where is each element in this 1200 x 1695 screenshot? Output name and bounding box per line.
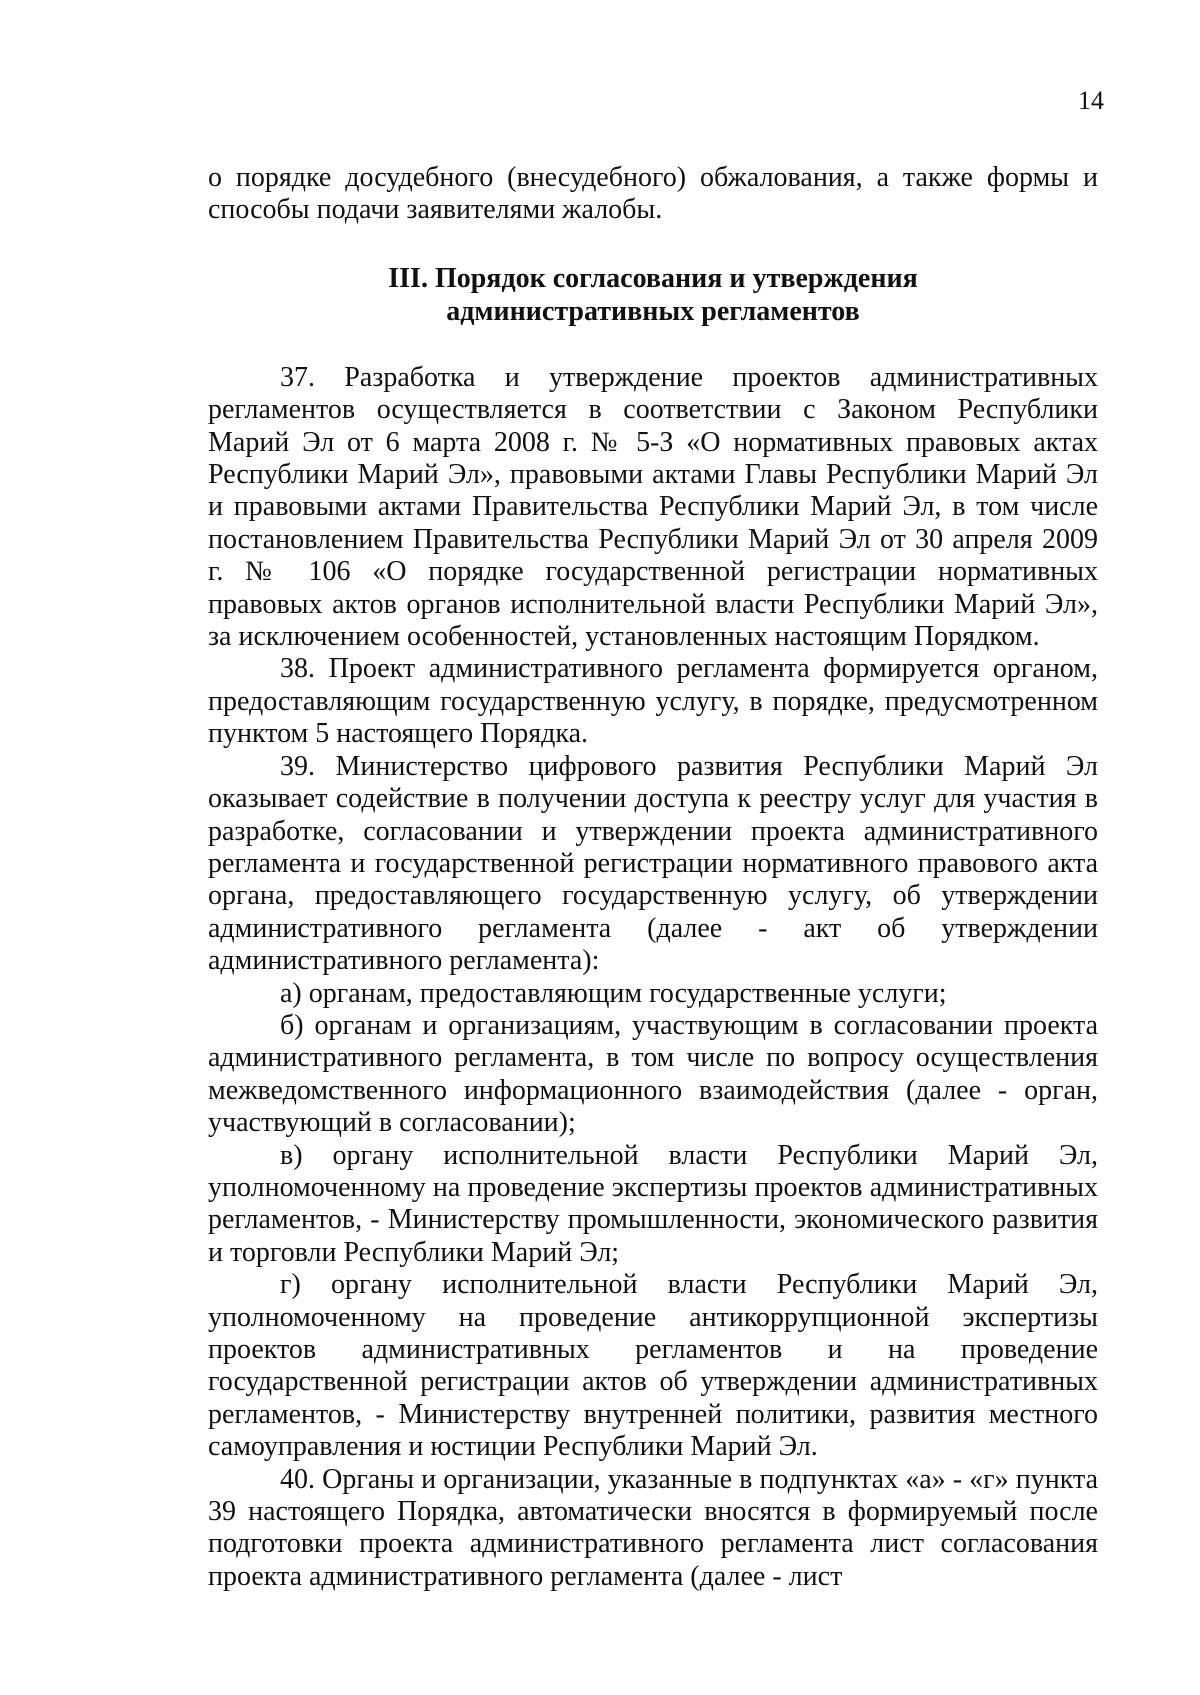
section-heading-line-2: административных регламентов	[446, 295, 860, 327]
paragraph-40: 40. Органы и организации, указанные в подпунктах «а» - «г» пункта 39 настоящего Порядка, автоматически вносятся в формируемый после подготовки проекта административного регламента лист согласования проекта административного регламента (далее - лист	[208, 1463, 1098, 1592]
subparagraph-g: г) органу исполнительной власти Республики Марий Эл, уполномоченному на проведение антикоррупционной экспертизы проектов административных регламентов и на проведение государственной регистрации актов об утверждении административных регламентов, - Министерству внутренней политики, развития местного самоуправления и юстиции Республики Марий Эл.	[208, 1269, 1098, 1463]
paragraph-37: 37. Разработка и утверждение проектов административных регламентов осуществляется в соответствии с Законом Республики Марий Эл от 6 марта 2008 г. № 5-З «О нормативных правовых актах Республики Марий Эл», правовыми актами Главы Республики Марий Эл и правовыми актами Правительства Республики Марий Эл, в том числе постановлением Правительства Республики Марий Эл от 30 апреля 2009 г. № 106 «О порядке государственной регистрации нормативных правовых актов органов исполнительной власти Республики Марий Эл», за исключением особенностей, установленных настоящим Порядком.	[208, 361, 1098, 653]
section-heading-line-1: III. Порядок согласования и утверждения	[388, 262, 918, 294]
page-number: 14	[1078, 86, 1104, 115]
section-heading	[208, 262, 1098, 328]
paragraph-39: 39. Министерство цифрового развития Республики Марий Эл оказывает содействие в получении доступа к реестру услуг для участия в разработке, согласовании и утверждении проекта административного регламента и государственной регистрации нормативного правового акта органа, предоставляющего государственную услугу, об утверждении административного регламента (далее - акт об утверждении административного регламента):	[208, 750, 1098, 977]
subparagraph-v: в) органу исполнительной власти Республики Марий Эл, уполномоченному на проведение экспертизы проектов административных регламентов, - Министерству промышленности, экономического развития и торговли Республики Марий Эл;	[208, 1139, 1098, 1268]
subparagraph-a: а) органам, предоставляющим государственные услуги;	[280, 977, 947, 1009]
subparagraph-b: б) органам и организациям, участвующим в согласовании проекта административного регламента, в том числе по вопросу осуществления межведомственного информационного взаимодействия (далее - орган, участвующий в согласовании);	[208, 1009, 1098, 1139]
paragraph-38: 38. Проект административного регламента формируется органом, предоставляющим государственную услугу, в порядке, предусмотренном пунктом 5 настоящего Порядка.	[208, 653, 1098, 750]
intro-paragraph: о порядке досудебного (внесудебного) обжалования, а также формы и способы подачи заявителями жалобы.	[208, 162, 1098, 226]
document-body	[208, 162, 1098, 1593]
